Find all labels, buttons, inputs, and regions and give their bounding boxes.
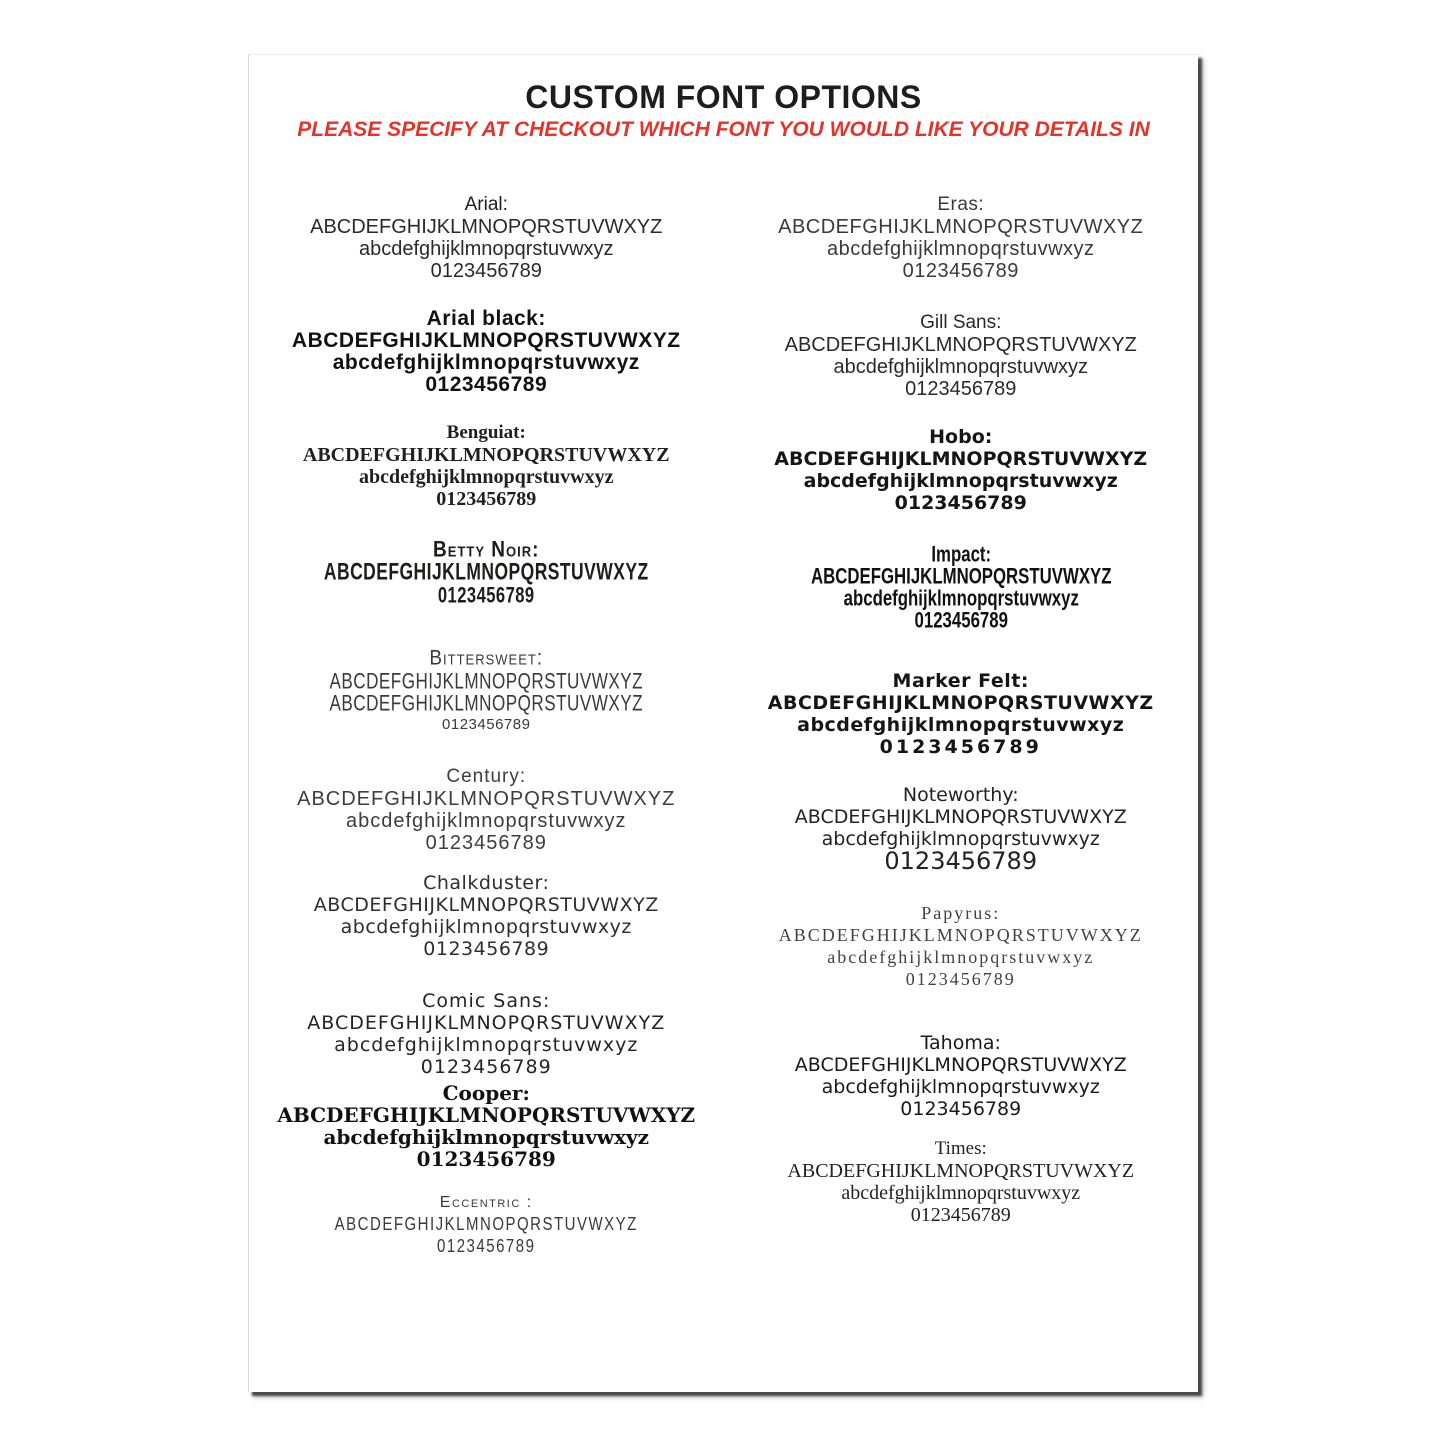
font-sample-cooper — [249, 1082, 724, 1170]
font-sample-eccentric — [249, 1192, 724, 1258]
font-name-label: Papyrus: — [921, 903, 1001, 924]
lowercase-row: abcdefghijklmnopqrstuvwxyz — [358, 238, 614, 261]
font-sample-tahoma — [724, 1032, 1199, 1120]
font-sample-arial — [249, 194, 724, 282]
font-sample-arial-black — [249, 308, 724, 396]
lowercase-row: abcdefghijklmnopqrstuvwxyz — [323, 1125, 650, 1150]
lowercase-row: abcdefghijklmnopqrstuvwxyz — [826, 238, 1095, 261]
page-subtitle: PLEASE SPECIFY AT CHECKOUT WHICH FONT YOU WOULD LIKE YOUR DETAILS IN — [297, 118, 1150, 141]
font-name-label: Betty Noir: — [433, 538, 540, 563]
font-name-label: Century: — [446, 766, 527, 788]
font-name-label: Gill Sans: — [920, 312, 1002, 334]
font-name-label: Eras: — [937, 194, 985, 216]
font-name-label: Noteworthy: — [902, 784, 1019, 807]
uppercase-row: ABCDEFGHIJKLMNOPQRSTUVWXYZ — [334, 1213, 638, 1236]
font-name-label: Impact: — [930, 542, 991, 567]
digits-row: 0123456789 — [416, 1147, 556, 1172]
uppercase-row: ABCDEFGHIJKLMNOPQRSTUVWXYZ — [794, 806, 1127, 829]
font-sample-betty-noir — [249, 540, 724, 606]
digits-row: 0123456789 — [914, 608, 1008, 633]
uppercase-row: ABCDEFGHIJKLMNOPQRSTUVWXYZ — [774, 448, 1148, 471]
font-name-label: Eccentric : — [439, 1194, 533, 1212]
font-columns — [249, 194, 1198, 1258]
lowercase-row: abcdefghijklmnopqrstuvwxyz — [843, 586, 1079, 611]
digits-row: 0123456789 — [884, 847, 1038, 876]
uppercase-row: ABCDEFGHIJKLMNOPQRSTUVWXYZ — [307, 1012, 666, 1035]
lowercase-row: abcdefghijklmnopqrstuvwxyz — [841, 1182, 1081, 1205]
uppercase-row-2: ABCDEFGHIJKLMNOPQRSTUVWXYZ — [329, 690, 644, 716]
font-name-label: Times: — [934, 1138, 987, 1160]
font-name-label: Tahoma: — [920, 1032, 1001, 1055]
font-sample-noteworthy — [724, 784, 1199, 876]
uppercase-row: ABCDEFGHIJKLMNOPQRSTUVWXYZ — [313, 894, 659, 917]
uppercase-row: ABCDEFGHIJKLMNOPQRSTUVWXYZ — [297, 788, 676, 811]
lowercase-row: abcdefghijklmnopqrstuvwxyz — [797, 714, 1125, 737]
digits-row: 0123456789 — [905, 969, 1016, 990]
font-sample-benguiat — [249, 422, 724, 510]
digits-row: 0123456789 — [437, 1235, 536, 1258]
digits-row: 0123456789 — [423, 938, 550, 961]
font-sample-impact — [724, 544, 1199, 632]
font-name-label: Hobo: — [929, 426, 993, 449]
document-header — [249, 55, 1198, 141]
uppercase-row: ABCDEFGHIJKLMNOPQRSTUVWXYZ — [810, 564, 1112, 589]
font-name-label: Cooper: — [442, 1081, 530, 1106]
font-sample-eras — [724, 194, 1199, 282]
left-column — [249, 194, 724, 1258]
digits-row: 0123456789 — [910, 1204, 1011, 1227]
document-page — [248, 54, 1198, 1392]
digits-row: 0123456789 — [900, 1098, 1022, 1121]
digits-row: 0123456789 — [420, 1056, 552, 1079]
digits-row: 0123456789 — [894, 492, 1027, 515]
font-sample-century — [249, 766, 724, 854]
font-name-label: Arial black: — [426, 307, 546, 331]
uppercase-row: ABCDEFGHIJKLMNOPQRSTUVWXYZ — [787, 1160, 1135, 1183]
digits-row: 0123456789 — [425, 373, 548, 397]
digits-row: 0123456789 — [879, 736, 1042, 759]
font-name-label: Marker Felt: — [892, 670, 1029, 693]
digits-row: 0123456789 — [902, 260, 1019, 283]
digits-row: 0123456789 — [430, 260, 542, 283]
digits-row: 0123456789 — [442, 716, 531, 734]
font-sample-times — [724, 1138, 1199, 1226]
lowercase-row: abcdefghijklmnopqrstuvwxyz — [359, 466, 614, 489]
uppercase-row: ABCDEFGHIJKLMNOPQRSTUVWXYZ — [784, 334, 1137, 357]
font-sample-chalkduster — [249, 872, 724, 960]
font-name-label: Arial: — [464, 194, 508, 216]
lowercase-row: abcdefghijklmnopqrstuvwxyz — [803, 470, 1118, 493]
lowercase-row: abcdefghijklmnopqrstuvwxyz — [827, 947, 1095, 968]
uppercase-row: ABCDEFGHIJKLMNOPQRSTUVWXYZ — [277, 1103, 696, 1128]
font-name-label: Bittersweet: — [429, 646, 544, 671]
font-sample-gill-sans — [724, 312, 1199, 400]
font-sample-comic-sans — [249, 990, 724, 1078]
digits-row: 0123456789 — [437, 582, 535, 608]
uppercase-row: ABCDEFGHIJKLMNOPQRSTUVWXYZ — [778, 216, 1144, 239]
lowercase-row: abcdefghijklmnopqrstuvwxyz — [833, 356, 1089, 379]
uppercase-row: ABCDEFGHIJKLMNOPQRSTUVWXYZ — [329, 668, 644, 694]
lowercase-row: abcdefghijklmnopqrstuvwxyz — [334, 1034, 639, 1057]
digits-row: 0123456789 — [905, 378, 1017, 401]
right-column — [724, 194, 1199, 1258]
digits-row: 0123456789 — [436, 488, 537, 511]
digits-row: 0123456789 — [425, 832, 547, 855]
page-title: CUSTOM FONT OPTIONS — [525, 79, 922, 115]
uppercase-row: ABCDEFGHIJKLMNOPQRSTUVWXYZ — [302, 444, 670, 467]
font-sample-bittersweet — [249, 648, 724, 736]
uppercase-row: ABCDEFGHIJKLMNOPQRSTUVWXYZ — [310, 216, 663, 239]
lowercase-row: abcdefghijklmnopqrstuvwxyz — [340, 916, 632, 939]
font-sample-hobo — [724, 426, 1199, 514]
font-name-label: Chalkduster: — [423, 872, 550, 895]
lowercase-row: abcdefghijklmnopqrstuvwxyz — [821, 1076, 1100, 1099]
font-name-label: Benguiat: — [446, 422, 526, 444]
font-sample-papyrus — [724, 902, 1199, 990]
uppercase-row: ABCDEFGHIJKLMNOPQRSTUVWXYZ — [291, 329, 681, 353]
uppercase-row: ABCDEFGHIJKLMNOPQRSTUVWXYZ — [767, 692, 1154, 715]
lowercase-row: abcdefghijklmnopqrstuvwxyz — [345, 810, 627, 833]
uppercase-row: ABCDEFGHIJKLMNOPQRSTUVWXYZ — [794, 1054, 1127, 1077]
lowercase-row: abcdefghijklmnopqrstuvwxyz — [332, 351, 640, 375]
uppercase-row: ABCDEFGHIJKLMNOPQRSTUVWXYZ — [323, 559, 649, 586]
font-sample-marker-felt — [724, 670, 1199, 758]
font-name-label: Comic Sans: — [422, 990, 551, 1013]
uppercase-row: ABCDEFGHIJKLMNOPQRSTUVWXYZ — [778, 925, 1143, 946]
lowercase-row: abcdefghijklmnopqrstuvwxyz — [821, 828, 1100, 851]
